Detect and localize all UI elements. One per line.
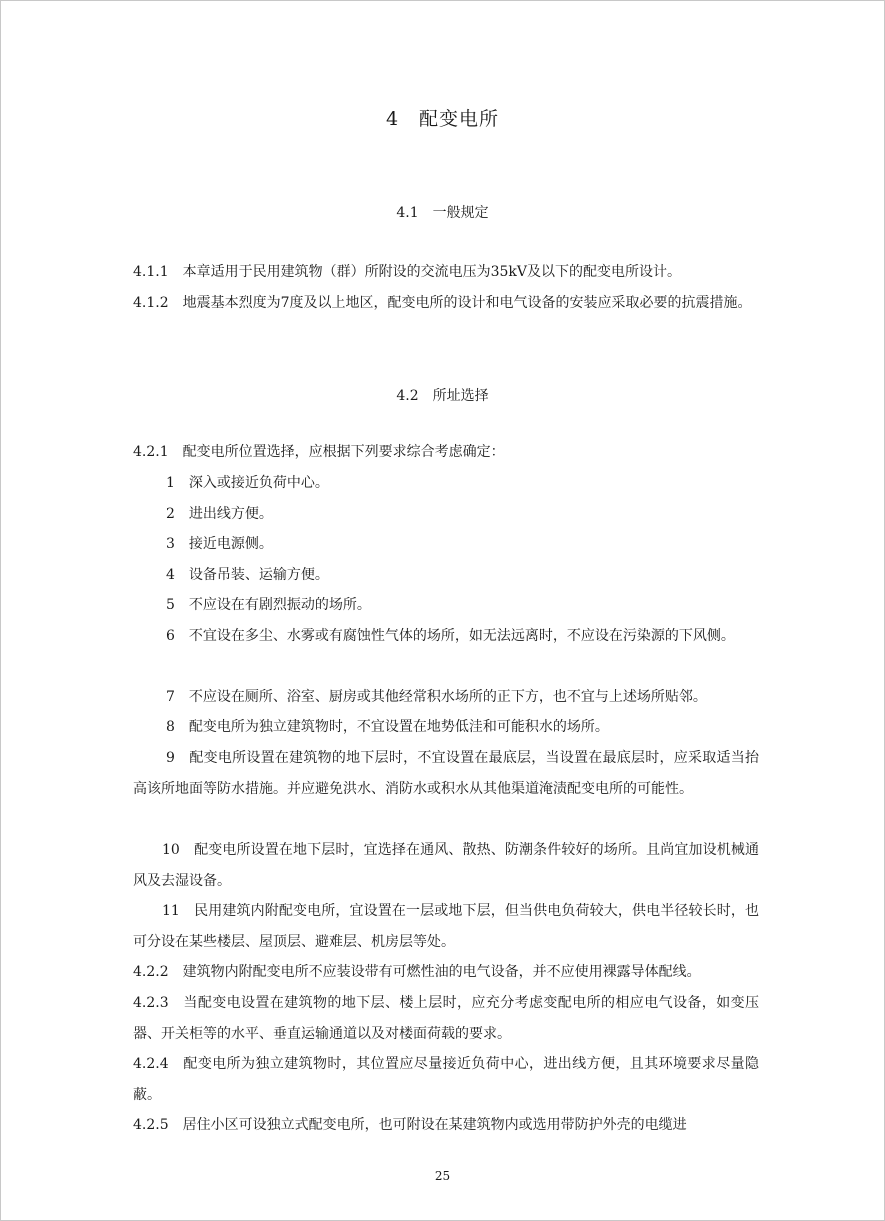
clause-4-2-4: 4.2.4 配变电所为独立建筑物时，其位置应尽量接近负荷中心，进出线方便，且其环境要求尽量隐蔽。 — [133, 1056, 759, 1103]
clause-4-2-1-item-3: 3 接近电源侧。 — [166, 536, 273, 552]
clause-4-2-1-item-10: 10 配变电所设置在地下层时，宜选择在通风、散热、防潮条件较好的场所。且尚宜加设机械通风及去湿设备。 — [133, 842, 759, 889]
clause-4-2-3: 4.2.3 当配变电设置在建筑物的地下层、楼上层时，应充分考虑变配电所的相应电气设备，如变压器、开关柜等的水平、垂直运输通道以及对楼面荷载的要求。 — [133, 995, 759, 1042]
clause-4-2-1-item-6: 6 不宜设在多尘、水雾或有腐蚀性气体的场所，如无法远离时，不应设在污染源的下风侧。 — [166, 628, 735, 644]
clause-4-2-1-item-2: 2 进出线方便。 — [166, 506, 273, 522]
clause-4-2-5: 4.2.5 居住小区可设独立式配变电所，也可附设在某建筑物内或选用带防护外壳的电缆进 — [133, 1117, 687, 1133]
clause-4-2-1-item-1: 1 深入或接近负荷中心。 — [166, 475, 329, 491]
clause-4-2-1-item-9: 9 配变电所设置在建筑物的地下层时，不宜设置在最底层，当设置在最底层时，应采取适当抬高该所地面等防水措施。并应避免洪水、消防水或积水从其他渠道淹渍配变电所的可能性。 — [133, 750, 759, 797]
clause-4-2-1-item-7: 7 不应设在厕所、浴室、厨房或其他经常积水场所的正下方，也不宜与上述场所贴邻。 — [166, 689, 707, 705]
page-number: 25 — [434, 1169, 451, 1183]
clause-4-2-2: 4.2.2 建筑物内附配变电所不应装设带有可燃性油的电气设备，并不应使用裸露导体配线。 — [133, 964, 701, 980]
clause-4-2-1-item-11: 11 民用建筑内附配变电所，宜设置在一层或地下层，但当供电负荷较大，供电半径较长时，也可分设在某些楼层、屋顶层、避难层、机房层等处。 — [133, 903, 759, 950]
clause-4-2-1: 4.2.1 配变电所位置选择，应根据下列要求综合考虑确定： — [133, 444, 505, 460]
chapter-title: 4 配变电所 — [385, 108, 500, 130]
section-title-4-1: 4.1 一般规定 — [396, 205, 489, 221]
clause-4-2-1-item-5: 5 不应设在有剧烈振动的场所。 — [166, 597, 371, 613]
clause-4-2-1-item-8: 8 配变电所为独立建筑物时，不宜设置在地势低洼和可能积水的场所。 — [166, 719, 609, 735]
clause-4-1-1: 4.1.1 本章适用于民用建筑物（群）所附设的交流电压为35kV及以下的配变电所设计。 — [133, 264, 682, 280]
clause-4-2-1-item-4: 4 设备吊装、运输方便。 — [166, 567, 329, 583]
section-title-4-2: 4.2 所址选择 — [396, 388, 489, 404]
clause-4-1-2: 4.1.2 地震基本烈度为7度及以上地区，配变电所的设计和电气设备的安装应采取必要的抗震措施。 — [133, 295, 752, 311]
